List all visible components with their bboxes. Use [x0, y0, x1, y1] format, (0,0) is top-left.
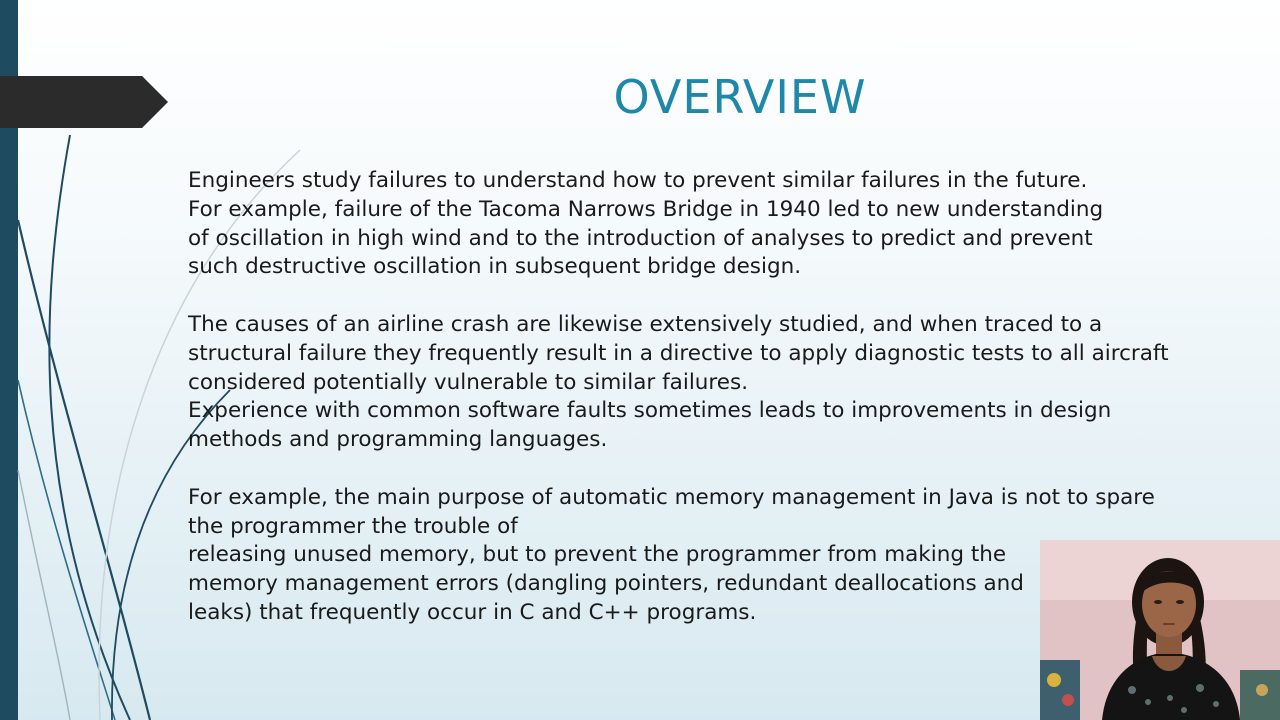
text-line: methods and programming languages. — [188, 427, 608, 453]
text-line: Experience with common software faults sometimes leads to improvements in design — [188, 398, 1112, 424]
text-line: The causes of an airline crash are likewise extensively studied, and when traced to a — [188, 311, 1103, 337]
title-arrow-banner — [0, 76, 168, 128]
slide-title: OVERVIEW — [613, 70, 867, 124]
text-line: releasing unused memory, but to prevent the programmer from making the — [188, 542, 1007, 568]
text-line: Engineers study failures to understand how to prevent similar failures in the future. — [188, 168, 1088, 193]
text-line: the programmer the trouble of — [188, 513, 518, 539]
presenter-video-icon — [1040, 540, 1280, 720]
text-line: For example, the main purpose of automatic memory management in Java is not to spare — [188, 484, 1155, 510]
text-line: leaks) that frequently occur in C and C++ programs. — [188, 599, 757, 625]
paragraph-gap — [188, 455, 1258, 484]
text-line: memory management errors (dangling pointers, redundant deallocations and — [188, 571, 1024, 597]
text-line: structural failure they frequently result in a directive to apply diagnostic tests to all aircraft — [188, 340, 1169, 366]
webcam-overlay — [1040, 540, 1280, 720]
paragraph-gap — [188, 282, 1258, 311]
text-line: For example, failure of the Tacoma Narrows Bridge in 1940 led to new understanding — [188, 196, 1104, 222]
paragraph-1 — [188, 167, 1258, 282]
text-line: such destructive oscillation in subsequent bridge design. — [188, 254, 802, 280]
text-line: considered potentially vulnerable to similar failures. — [188, 369, 749, 395]
text-line: of oscillation in high wind and to the introduction of analyses to predict and prevent — [188, 225, 1093, 251]
paragraph-2 — [188, 311, 1258, 455]
